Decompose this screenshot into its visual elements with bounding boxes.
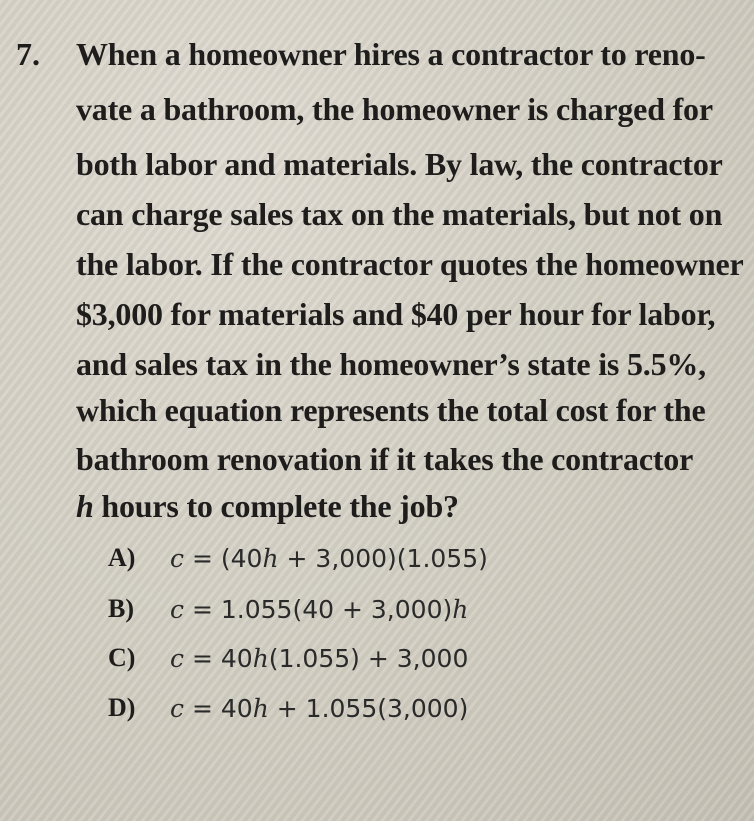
question-text-line: $3,000 for materials and $40 per hour for labor, (76, 296, 716, 332)
question-text-line: h hours to complete the job? (76, 488, 459, 524)
question-text-line: vate a bathroom, the homeowner is charged for (76, 91, 713, 127)
question-text-line: can charge sales tax on the materials, but not on (76, 196, 723, 232)
question-number: 7. (16, 36, 40, 72)
choice-label: A) (108, 543, 136, 572)
question-text-line: bathroom renovation if it takes the contractor (76, 441, 694, 477)
choice-equation: c = 40h(1.055) + 3,000 (170, 644, 469, 673)
question-text-line: When a homeowner hires a contractor to reno- (76, 36, 706, 72)
choice-label: D) (108, 693, 136, 722)
choice-label: C) (108, 643, 136, 672)
question-text-line: and sales tax in the homeowner’s state is 5.5%, (76, 346, 706, 382)
question-text-line: the labor. If the contractor quotes the homeowner (76, 246, 744, 282)
question-text-line: both labor and materials. By law, the contractor (76, 146, 723, 182)
choice-equation: c = (40h + 3,000)(1.055) (170, 544, 488, 573)
question-text-line: which equation represents the total cost for the (76, 392, 706, 428)
choice-equation: c = 1.055(40 + 3,000)h (170, 595, 469, 624)
choice-equation: c = 40h + 1.055(3,000) (170, 694, 469, 723)
choice-label: B) (108, 594, 134, 623)
